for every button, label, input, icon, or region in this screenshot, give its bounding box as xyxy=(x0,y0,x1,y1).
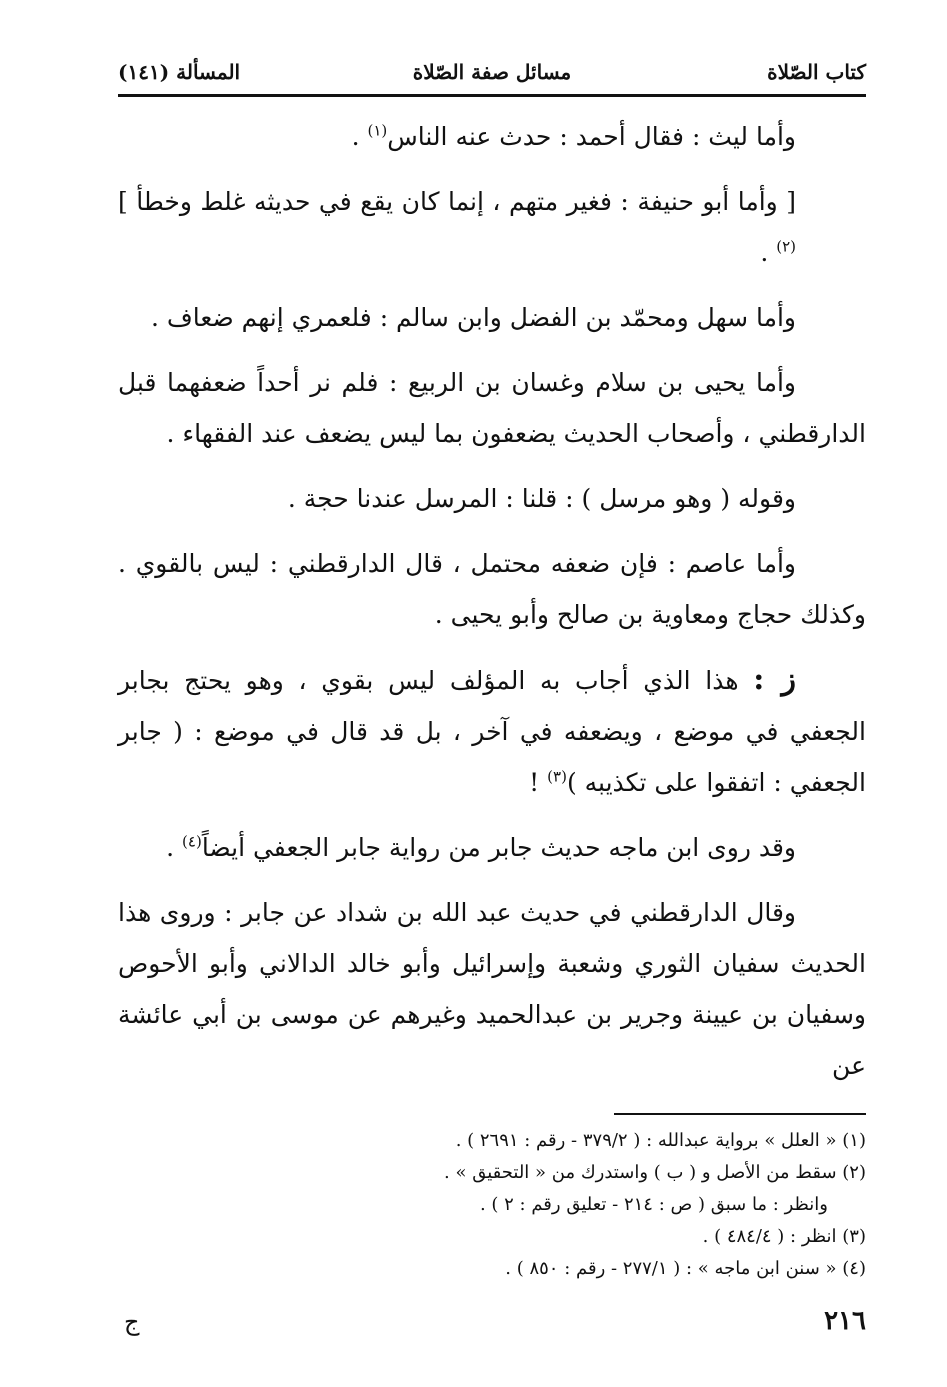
book-page xyxy=(118,50,866,1350)
footnote-ref: (١) xyxy=(367,121,388,140)
section-title: مسائل صفة الصّلاة xyxy=(412,60,572,84)
footnote-continuation: وانظر : ما سبق ( ص : ٢١٤ - تعليق رقم : ٢ ) . xyxy=(479,1194,828,1215)
page-footer xyxy=(118,1306,866,1346)
commentary-paragraph: ز : هذا الذي أجاب به المؤلف ليس بقوي ، وهو يحتج بجابر الجعفي في موضع ، ويضعفه في آخر ، بل قد قال في موضع : ( جابر الجعفي : اتفقوا على تكذيبه )$^{(٣)}$ ! xyxy=(118,662,866,797)
book-title: كتاب الصّلاة xyxy=(767,60,866,84)
paragraph: وأما سهل ومحمّد بن الفضل وابن سالم : فلعمري إنهم ضعاف . xyxy=(150,303,796,332)
issue-number: المسألة (١٤١) xyxy=(118,60,241,84)
paragraph: وأما ليث : فقال أحمد : حدث عنه الناس$^{(١)}$ . xyxy=(351,121,796,151)
signature-mark: ج xyxy=(124,1308,140,1336)
paragraph: وقوله ( وهو مرسل ) : قلنا : المرسل عندنا حجة . xyxy=(287,484,796,513)
running-header xyxy=(118,50,866,97)
footnote: (٣) انظر : ( ٤٨٤/٤ ) . xyxy=(702,1226,866,1247)
footnote: (١) « العلل » برواية عبدالله : ( ٣٧٩/٢ - رقم : ٢٦٩١ ) . xyxy=(455,1130,866,1151)
paragraph: وأما عاصم : فإن ضعفه محتمل ، قال الدارقطني : ليس بالقوي . وكذلك حجاج ومعاوية بن صالح وأبو يحيى . xyxy=(118,549,866,629)
paragraph: [ وأما أبو حنيفة : فغير متهم ، إنما كان يقع في حديثه غلط وخطأ ]$^{(٢)}$ . xyxy=(118,187,796,267)
main-text xyxy=(118,111,866,1091)
paragraph: وأما يحيى بن سلام وغسان بن الربيع : فلم نر أحداً ضعفهما قبل الدارقطني ، وأصحاب الحديث يضعفون بما ليس يضعف عند الفقهاء . xyxy=(118,368,866,448)
commentary-marker: ز : xyxy=(753,662,796,697)
footnote: (٤) « سنن ابن ماجه » : ( ٢٧٧/١ - رقم : ٨٥٠ ) . xyxy=(505,1258,866,1279)
footnote-ref: (٣) xyxy=(547,767,567,786)
footnote-divider xyxy=(614,1113,866,1115)
footnote-ref: (٢) xyxy=(776,237,796,256)
footnote: (٢) سقط من الأصل و ( ب ) واستدرك من « التحقيق » . xyxy=(444,1162,866,1183)
page-number: ٢١٦ xyxy=(824,1306,866,1336)
paragraph: وقال الدارقطني في حديث عبد الله بن شداد عن جابر : وروى هذا الحديث سفيان الثوري وشعبة وإسرائيل وأبو خالد الدالاني وأبو الأحوص وسفيان بن عيينة وجرير بن عبدالحميد وغيرهم عن موسى بن أبي عائشة عن xyxy=(118,898,866,1080)
footnotes xyxy=(118,1125,866,1285)
footnote-ref: (٤) xyxy=(182,832,202,851)
paragraph: وقد روى ابن ماجه حديث جابر من رواية جابر الجعفي أيضاً$^{(٤)}$ . xyxy=(166,832,796,862)
